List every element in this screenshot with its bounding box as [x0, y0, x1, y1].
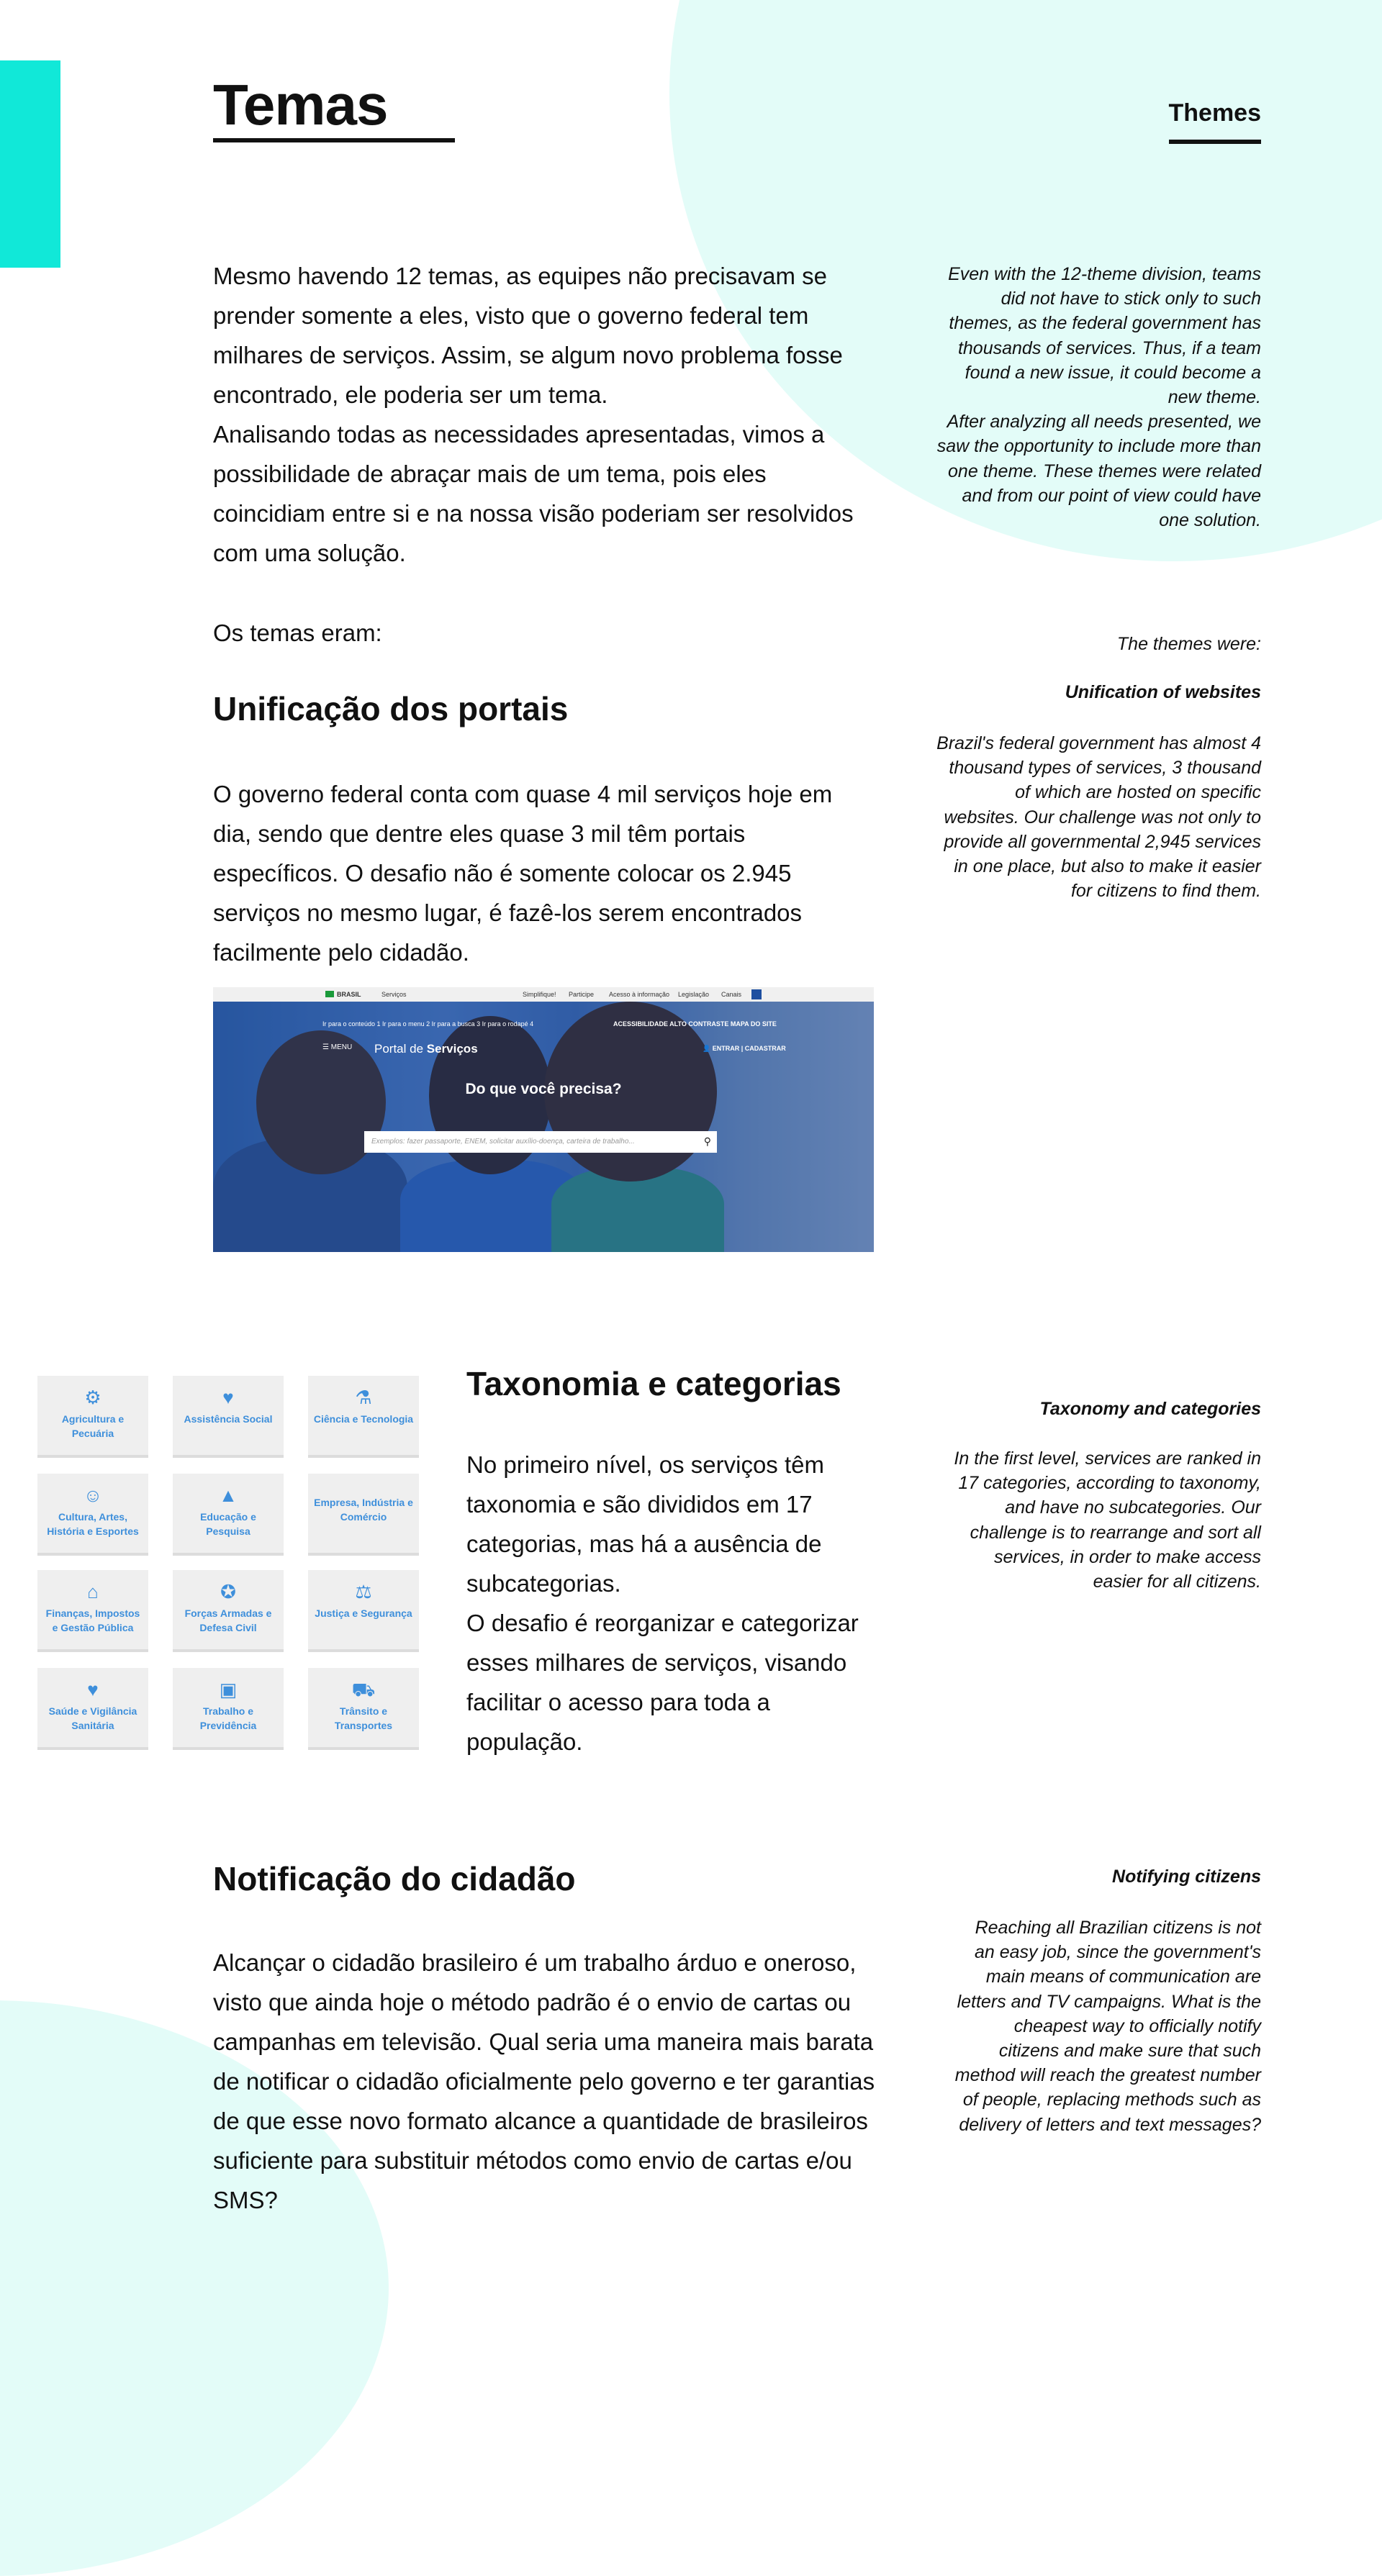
category-label: Trânsito e Transportes [334, 1705, 393, 1731]
login-link[interactable] [703, 1045, 786, 1053]
portal-brasil-label: BRASIL [337, 991, 361, 998]
scales-icon: ⚖ [355, 1581, 372, 1602]
flask-icon: ⚗ [355, 1387, 372, 1408]
unification-text-en: Brazil's federal government has almost 4 thousand types of services, 3 thousand of which are hosted on specific websites. Our challenge was not only to provide all governmental 2,945 services in one place, but also to make it easier for citizens to find them. [936, 733, 1261, 902]
category-label: Justiça e Segurança [315, 1607, 412, 1619]
taxonomy-paragraph: No primeiro nível, os serviços têm taxonomia e são divididos em 17 categorias, mas há a ausência de subcategorias. [466, 1451, 824, 1597]
category-icon [308, 1485, 419, 1491]
intro-paragraph-en: Even with the 12-theme division, teams did not have to stick only to such themes, as the federal government has thousands of services. Thus, if a team found a new issue, it could become a new theme. [948, 264, 1261, 408]
category-card[interactable] [173, 1570, 284, 1652]
tractor-icon: ⚙ [84, 1387, 101, 1408]
portal-top-link[interactable]: Acesso à informação [609, 991, 670, 998]
category-label: Saúde e Vigilância Sanitária [48, 1705, 137, 1731]
category-label: Trabalho e Previdência [199, 1705, 257, 1731]
category-label: Assistência Social [184, 1413, 273, 1425]
vlibras-icon[interactable] [751, 989, 762, 999]
portal-logo[interactable] [374, 1042, 478, 1056]
intro-paragraph: Mesmo havendo 12 temas, as equipes não precisavam se prender somente a eles, visto que o governo federal tem milhares de serviços. Assim, se algum novo problema fosse encontrado, ele poderia ser um tema. [213, 263, 843, 408]
page-title-en: Themes [1168, 99, 1261, 127]
user-icon: 👤 [703, 1045, 711, 1052]
category-label: Ciência e Tecnologia [313, 1413, 414, 1425]
category-card[interactable] [308, 1474, 419, 1556]
briefcase-icon: ▣ [219, 1679, 238, 1700]
portal-screenshot [213, 987, 874, 1252]
portal-search-input[interactable] [364, 1131, 717, 1153]
intro-paragraph: Analisando todas as necessidades apresentadas, vimos a possibilidade de abraçar mais de um tema, pois eles coincidiam entre si e na nossa visão poderiam ser resolvidos com uma solução. [213, 421, 854, 566]
category-label: Cultura, Artes, História e Esportes [47, 1511, 139, 1537]
themes-list-intro: Os temas eram: [213, 620, 382, 646]
section-heading-notification-en: Notifying citizens [1112, 1867, 1261, 1887]
brazil-flag-icon [325, 991, 334, 997]
section-heading-taxonomy-en: Taxonomy and categories [1039, 1399, 1261, 1419]
portal-overlay [213, 1002, 874, 1252]
category-card[interactable] [308, 1376, 419, 1458]
category-card[interactable] [308, 1570, 419, 1652]
menu-label: MENU [330, 1043, 353, 1051]
themes-list-intro-en: The themes were: [1116, 634, 1261, 654]
hand-heart-icon: ♥ [222, 1387, 234, 1408]
portal-top-link[interactable]: Simplifique! [523, 991, 556, 998]
truck-icon: ⛟ [351, 1679, 376, 1700]
medal-icon: ✪ [220, 1581, 236, 1602]
category-card[interactable] [308, 1668, 419, 1750]
category-card[interactable] [37, 1668, 148, 1750]
graduation-cap-icon: ▲ [219, 1484, 238, 1506]
category-card[interactable] [37, 1376, 148, 1458]
portal-topbar [213, 987, 874, 1002]
taxonomy-text-en: In the first level, services are ranked in 17 categories, according to taxonomy, and have no subcategories. Our challenge is to rearrange and sort all services, in order to make access easier for all citizens. [954, 1448, 1261, 1592]
section-heading-notification: Notificação do cidadão [213, 1860, 576, 1897]
login-label: ENTRAR | CADASTRAR [712, 1045, 786, 1052]
notification-text-en: Reaching all Brazilian citizens is not an easy job, since the government's main means of communication are letters and TV campaigns. What is the cheapest way to officially notify citizens and make sure that such method will reach the greatest number of people, replacing methods such as delivery of letters and text messages? [954, 1918, 1261, 2135]
category-label: Educação e Pesquisa [200, 1511, 256, 1537]
section-heading-unification-en: Unification of websites [1065, 682, 1261, 702]
theater-masks-icon: ☺ [83, 1484, 103, 1506]
category-card[interactable] [173, 1668, 284, 1750]
taxonomy-text [466, 1445, 870, 1761]
portal-menu-button[interactable] [322, 1043, 352, 1051]
logo-bold: Serviços [426, 1042, 478, 1056]
search-placeholder: Exemplos: fazer passaporte, ENEM, solicitar auxílio-doença, carteira de trabalho... [371, 1138, 635, 1146]
category-label: Empresa, Indústria e Comércio [314, 1497, 413, 1523]
category-card[interactable] [173, 1474, 284, 1556]
page-title: Temas [213, 73, 388, 137]
category-card[interactable] [173, 1376, 284, 1458]
intro-paragraph-en: After analyzing all needs presented, we saw the opportunity to include more than one theme. These themes were related and from our point of view could have one solution. [936, 412, 1261, 531]
intro-pt [213, 256, 875, 573]
search-icon[interactable]: ⚲ [703, 1135, 711, 1147]
portal-top-link[interactable]: Participe [569, 991, 595, 998]
intro-en [936, 262, 1261, 532]
heartbeat-icon: ♥ [87, 1679, 99, 1700]
notification-text: Alcançar o cidadão brasileiro é um trabalho árduo e oneroso, visto que ainda hoje o método padrão é o envio de cartas ou campanhas em televisão. Qual seria uma maneira mais barata de notificar o cidadão oficialmente pelo governo e ter garantias de que esse novo formato alcance a quantidade de brasileiros suficiente para substituir métodos como envio de cartas e/ou SMS? [213, 1949, 875, 2213]
category-card[interactable] [37, 1570, 148, 1652]
portal-servicos-link[interactable]: Serviços [381, 991, 407, 998]
section-heading-taxonomy: Taxonomia e categorias [466, 1365, 841, 1402]
portal-top-link[interactable]: Legislação [678, 991, 710, 998]
hamburger-icon: ☰ [322, 1043, 329, 1051]
portal-top-link[interactable]: Canais [721, 991, 742, 998]
portal-headline: Do que você precisa? [465, 1081, 622, 1097]
logo-normal: Portal de [374, 1042, 427, 1056]
section-heading-unification: Unificação dos portais [213, 690, 569, 727]
skip-links[interactable]: Ir para o conteúdo 1 Ir para o menu 2 Ir para a busca 3 Ir para o rodapé 4 [322, 1020, 534, 1028]
title-underline [213, 138, 455, 142]
category-label: Forças Armadas e Defesa Civil [184, 1607, 272, 1633]
taxonomy-paragraph: O desafio é reorganizar e categorizar esses milhares de serviços, visando facilitar o acesso para toda a população. [466, 1610, 859, 1755]
unification-text: O governo federal conta com quase 4 mil serviços hoje em dia, sendo que dentre eles quase 3 mil têm portais específicos. O desafio não é somente colocar os 2.945 serviços no mesmo lugar, é fazê-los serem encontrados facilmente pelo cidadão. [213, 781, 833, 966]
title-en-underline [1169, 140, 1261, 144]
accent-bar [0, 60, 60, 268]
category-label: Agricultura e Pecuária [61, 1413, 125, 1439]
category-label: Finanças, Impostos e Gestão Pública [45, 1607, 140, 1633]
accessibility-links[interactable]: ACESSIBILIDADE ALTO CONTRASTE MAPA DO SITE [613, 1020, 777, 1028]
category-card[interactable] [37, 1474, 148, 1556]
bank-icon: ⌂ [87, 1581, 99, 1602]
